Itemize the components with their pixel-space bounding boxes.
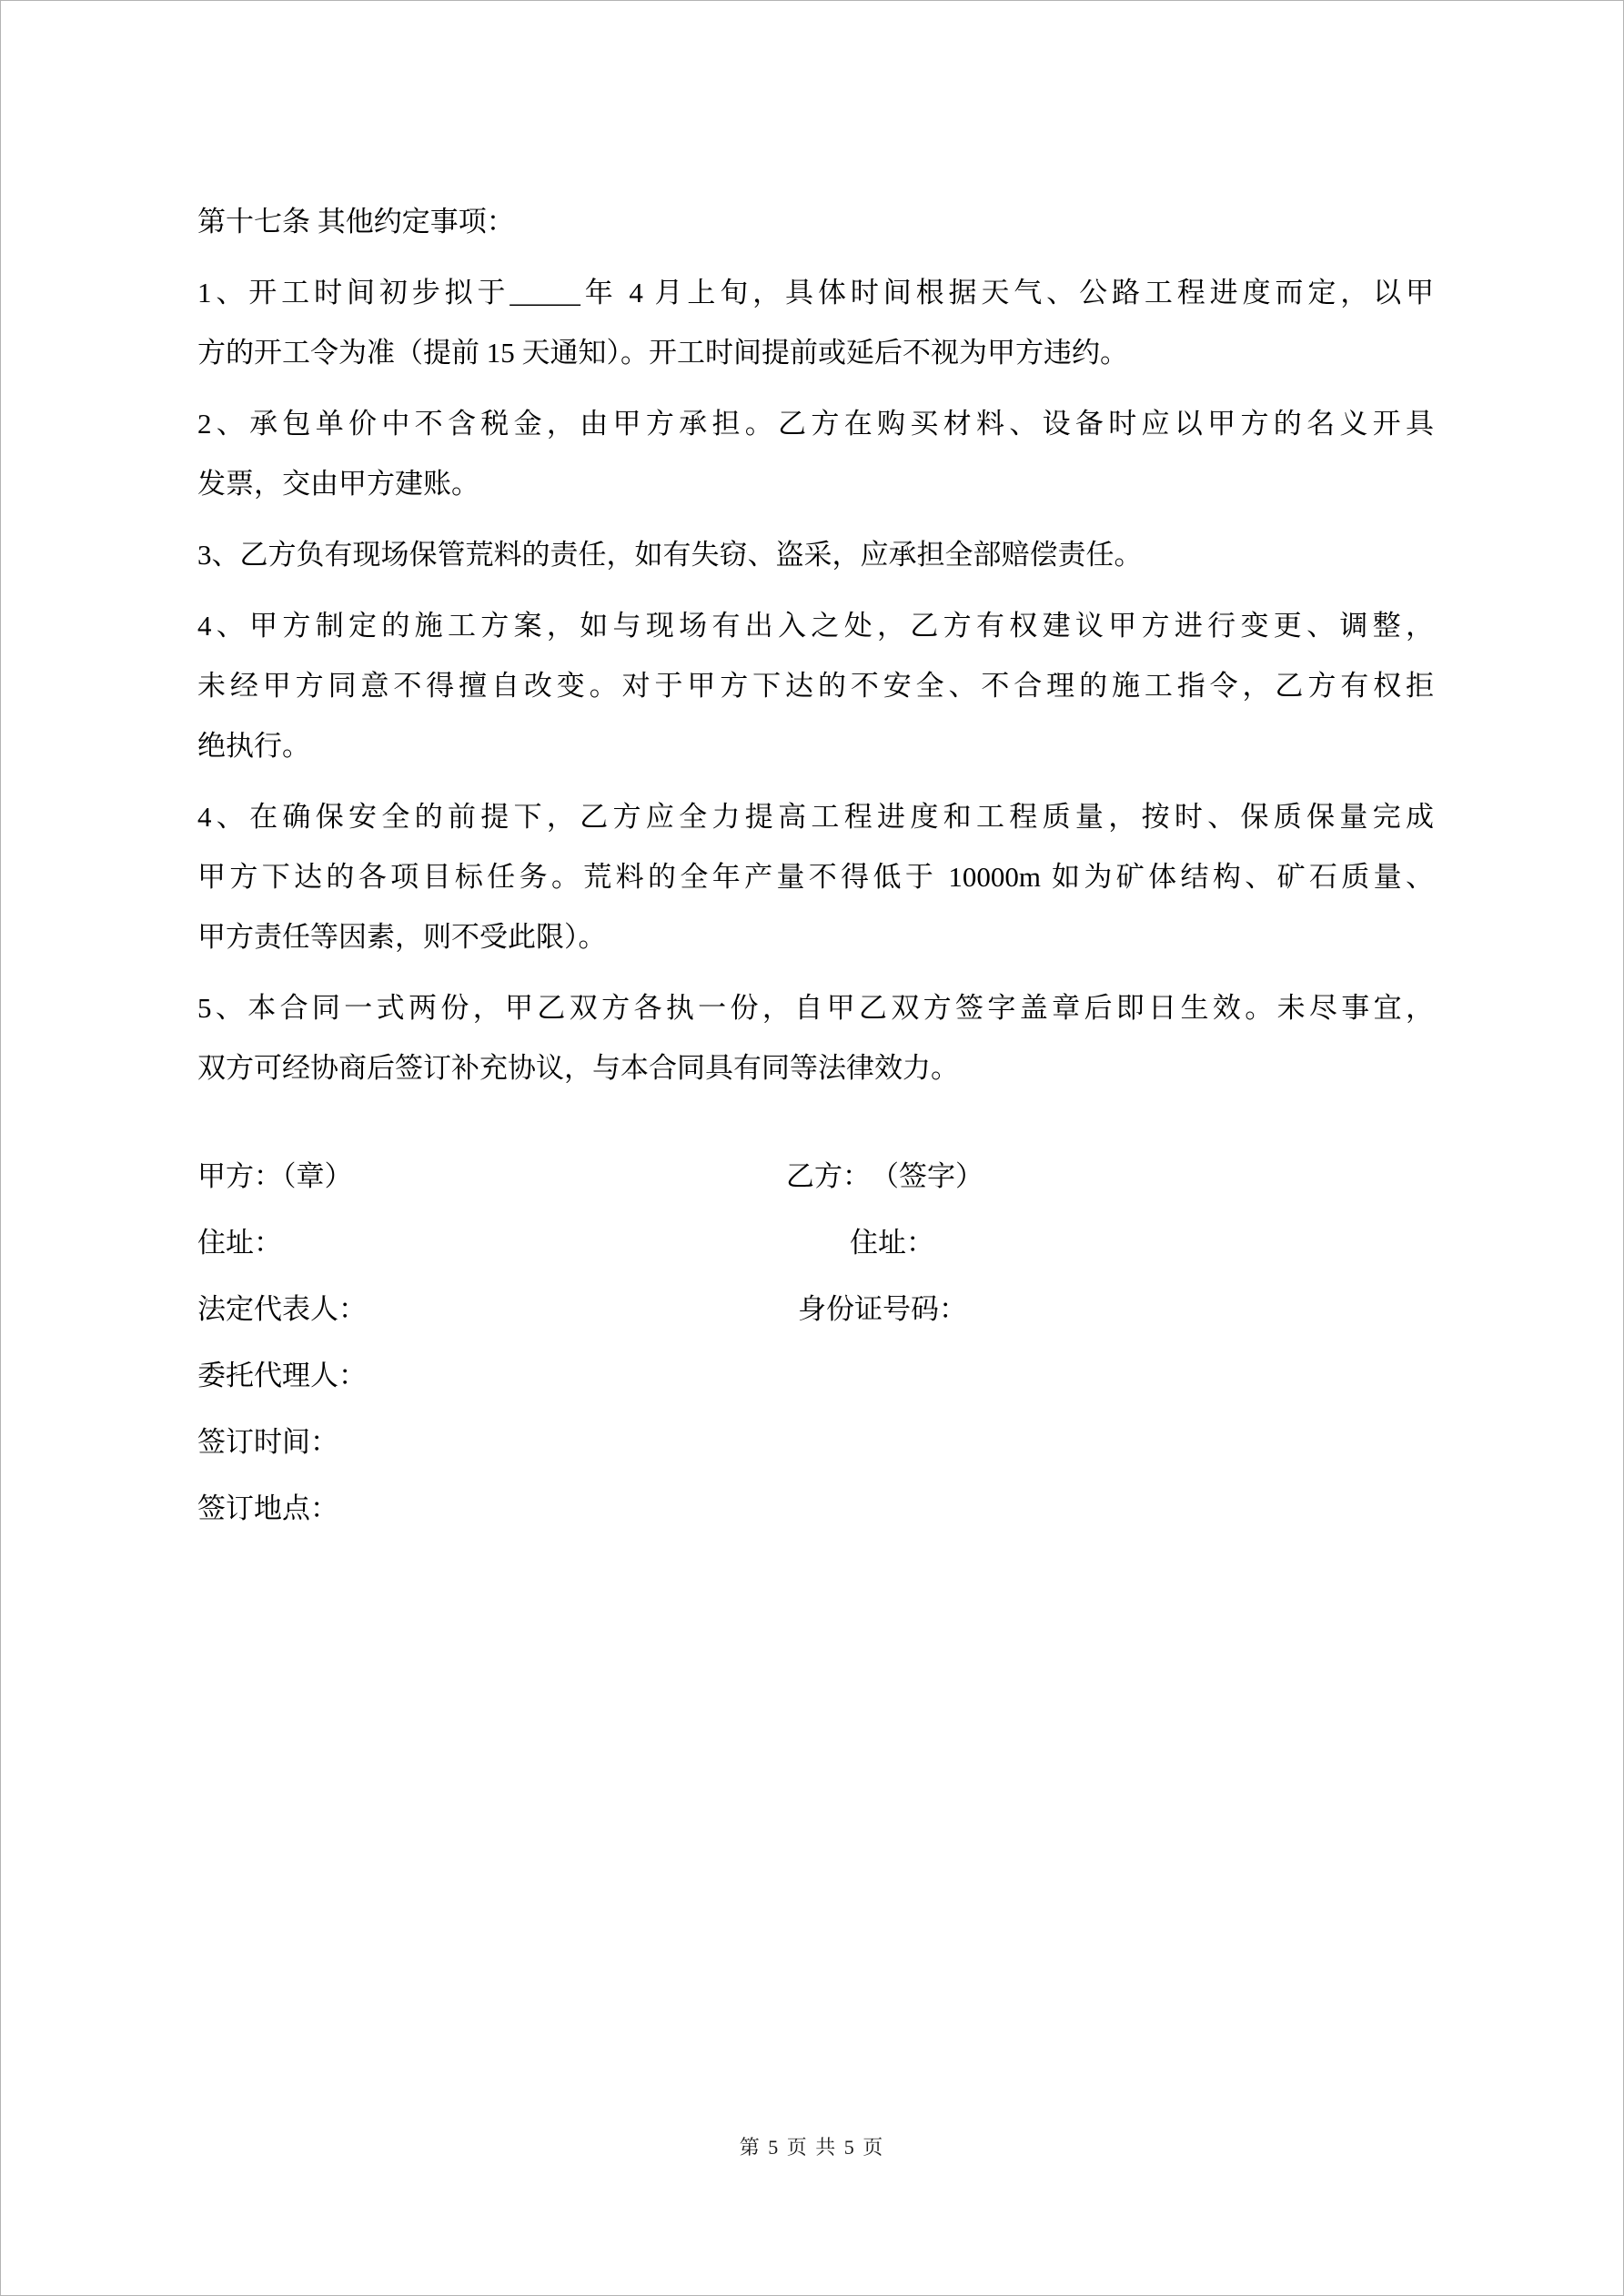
signature-field-label: 法定代表人： [197,1293,367,1325]
signature-row [197,1143,1434,1209]
signature-field-label: 委托代理人： [197,1360,367,1391]
clause-line: 4、在确保安全的前提下，乙方应全力提高工程进度和工程质量，按时、保质保量完成 [197,801,1434,833]
page-number: 第 5 页 共 5 页 [739,2136,885,2159]
signature-field-label: 签订地点： [197,1492,338,1524]
signature-field-label: 签订时间： [197,1426,338,1458]
signature-field-label: 身份证号码： [798,1293,967,1325]
clause-line: 甲方下达的各项目标任务。荒料的全年产量不得低于 10000m 如为矿体结构、矿石质量、 [197,861,1434,893]
section-heading: 第十七条 其他约定事项： [197,206,515,238]
signature-row [197,1475,1434,1542]
clause-line: 1、开工时间初步拟于_____年 4 月上旬，具体时间根据天气、公路工程进度而定，以甲 [197,277,1434,308]
clause-line: 2、承包单价中不含税金，由甲方承担。乙方在购买材料、设备时应以甲方的名义开具 [197,408,1434,440]
document-body [1,1,1623,1542]
clause-line: 发票，交由甲方建账。 [197,468,479,500]
clause-paragraph [197,394,1434,514]
clause-paragraph [197,525,1434,585]
signature-row [197,1209,1434,1276]
clause-line: 5、本合同一式两份，甲乙双方各执一份，自甲乙双方签字盖章后即日生效。未尽事宜， [197,992,1434,1024]
signature-row [197,1276,1434,1342]
clause-line: 4、甲方制定的施工方案，如与现场有出入之处，乙方有权建议甲方进行变更、调整， [197,610,1434,642]
clause-paragraph [197,263,1434,383]
page-footer [1,2134,1623,2161]
signature-row [197,1342,1434,1409]
clause-paragraph [197,978,1434,1098]
signature-field-label: 住址： [197,1227,282,1259]
clause-paragraph [197,596,1434,776]
clause-paragraph [197,787,1434,967]
signature-field-label: 乙方： （签字） [786,1160,983,1192]
clause-line: 3、乙方负有现场保管荒料的责任，如有失窃、盗采，应承担全部赔偿责任。 [197,539,1143,571]
clause-line: 绝执行。 [197,730,310,762]
clause-line: 未经甲方同意不得擅自改变。对于甲方下达的不安全、不合理的施工指令，乙方有权拒 [197,670,1434,702]
clause-line: 方的开工令为准（提前 15 天通知）。开工时间提前或延后不视为甲方违约。 [197,337,1128,369]
signature-field-label: 住址： [850,1227,934,1259]
clause-line: 甲方责任等因素，则不受此限）。 [197,921,607,953]
signature-field-label: 甲方：（章） [197,1160,353,1192]
signature-row [197,1409,1434,1475]
clause-line: 双方可经协商后签订补充协议，与本合同具有同等法律效力。 [197,1052,959,1084]
signature-block [197,1143,1434,1542]
clauses-container [197,263,1434,1098]
